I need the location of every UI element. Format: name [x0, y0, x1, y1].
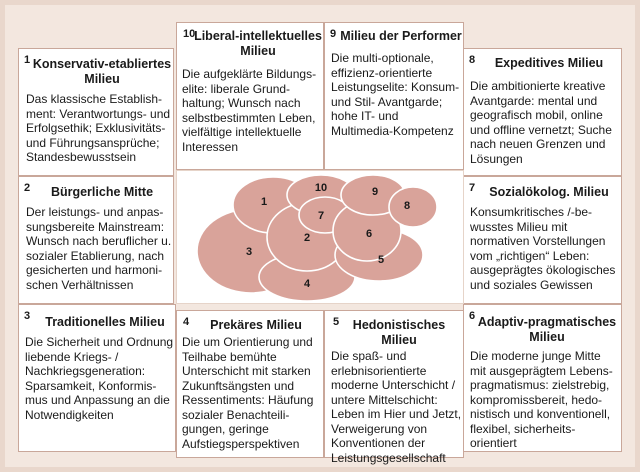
milieu-title: Adaptiv-pragmatisches Milieu [477, 315, 617, 344]
milieu-box-8 [463, 48, 622, 176]
milieu-title: Expeditives Milieu [494, 56, 604, 70]
milieu-number: 10 [183, 28, 196, 40]
milieu-number: 6 [469, 310, 476, 322]
milieu-description: Die aufgeklärte Bildungs- elite: liberale Grund- haltung; Wunsch nach selbstbestimmten Leben, vielfältige intellektuelle Interessen [182, 67, 317, 154]
milieu-title: Konservativ-etabliertes Milieu [32, 57, 172, 86]
milieu-cluster-panel [176, 170, 464, 304]
milieu-title: Traditionelles Milieu [45, 315, 165, 329]
milieu-description: Konsumkritisches /-be- wusstes Milieu mit normativen Vorstellungen vom „richtigen“ Leben: ausgeprägtes ökologisches und soziales Gewissen [470, 205, 616, 292]
milieu-cluster-diagram [177, 171, 465, 305]
milieu-number: 1 [24, 54, 31, 66]
cluster-label-10: 10 [314, 182, 328, 194]
milieu-box-9 [324, 22, 464, 170]
milieu-title: Milieu der Performer [340, 29, 462, 43]
milieu-number: 2 [24, 182, 31, 194]
cluster-blob-8 [389, 187, 437, 227]
milieu-title: Prekäres Milieu [210, 318, 302, 332]
milieu-description: Das klassische Establish- ment: Verantwortungs- und Erfolgsethik; Exklusivitäts- und Führungsansprüche; Standesbewusstsein [26, 92, 171, 164]
cluster-label-9: 9 [371, 186, 379, 198]
cluster-label-5: 5 [377, 254, 385, 266]
milieu-number: 9 [330, 28, 337, 40]
milieu-description: Die Sicherheit und Ordnung liebende Kriegs- / Nachkriegsgeneration: Sparsamkeit, Konformis- mus und Anpassung an die Notwendigkeiten [25, 335, 174, 422]
milieu-box-2 [18, 176, 174, 304]
milieu-description: Die multi-optionale, effizienz-orientierte Leistungselite: Konsum- und Stil- Avantgarde; hohe IT- und Multimedia-Kompetenz [331, 51, 460, 138]
cluster-label-1: 1 [260, 196, 268, 208]
cluster-label-7: 7 [317, 210, 325, 222]
milieu-title: Liberal-intellektuelles Milieu [194, 29, 322, 58]
milieu-box-4 [176, 310, 324, 458]
milieu-box-10 [176, 22, 324, 170]
milieu-box-3 [18, 304, 176, 452]
cluster-label-8: 8 [403, 200, 411, 212]
milieu-box-1 [18, 48, 174, 176]
milieu-description: Die spaß- und erlebnisorientierte moderne Unterschicht / untere Mittelschicht: Leben im Hier und Jetzt, Verweigerung von Konventionen der Leistungsgesellschaft [331, 349, 462, 465]
milieu-title: Hedonistisches Milieu [352, 318, 446, 347]
cluster-label-6: 6 [365, 228, 373, 240]
cluster-label-3: 3 [245, 246, 253, 258]
milieu-description: Die moderne junge Mitte mit ausgeprägtem Lebens- pragmatismus: zielstrebig, kompromissbereit, hedo- nistisch und konventionell, flexibel, sicherheits- orientiert [470, 349, 613, 450]
milieu-box-7 [463, 176, 622, 304]
milieu-description: Die ambitionierte kreative Avantgarde: mental und geografisch mobil, online und offline vernetzt; Suche nach neuen Grenzen und Lösungen [470, 79, 612, 166]
cluster-label-2: 2 [303, 232, 311, 244]
milieu-description: Der leistungs- und anpas- sungsbereite Mainstream: Wunsch nach beruflicher u. sozialer Etablierung, nach gesicherten und harmoni- schen Verhältnissen [26, 205, 172, 292]
milieu-number: 8 [469, 54, 476, 66]
milieu-box-5 [324, 310, 464, 465]
milieu-number: 3 [24, 310, 31, 322]
milieu-description: Die um Orientierung und Teilhabe bemühte Unterschicht mit starken Zukunftsängsten und Ressentiments: Häufung sozialer Benachteili- gungen, geringe Aufstiegsperspektiven [182, 335, 314, 451]
milieu-box-6 [463, 304, 622, 452]
milieu-title: Sozialökolog. Milieu [489, 185, 609, 199]
milieu-number: 4 [183, 316, 190, 328]
milieu-title: Bürgerliche Mitte [50, 185, 154, 199]
cluster-label-4: 4 [303, 278, 311, 290]
milieu-number: 7 [469, 182, 476, 194]
milieu-number: 5 [333, 316, 340, 328]
